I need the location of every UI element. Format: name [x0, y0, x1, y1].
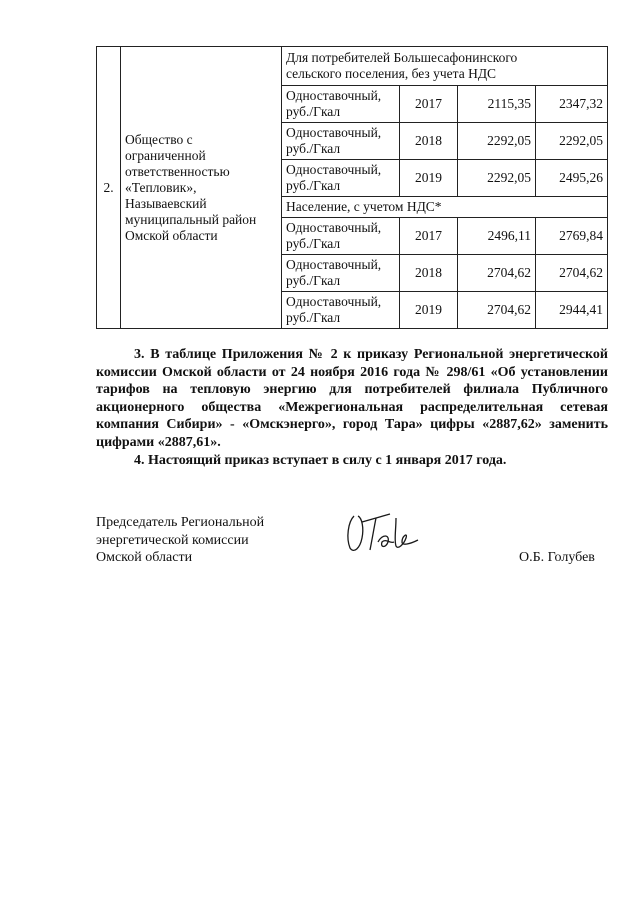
- table-row: Одноставочный, руб./Гкал 2018 2292,05 2292,05: [97, 123, 608, 160]
- row-number: 2.: [97, 47, 121, 329]
- table-row: Одноставочный, руб./Гкал 2017 2496,11 2769,84: [97, 218, 608, 255]
- organization-cell: Общество с ограниченной ответственностью «Тепловик», Называевский муниципальный район Омской области: [121, 47, 282, 329]
- signature-image: [340, 508, 440, 558]
- paragraph-4: 4. Настоящий приказ вступает в силу с 1 января 2017 года.: [134, 453, 507, 468]
- group-header: Население, с учетом НДС*: [282, 197, 608, 218]
- table-row: Одноставочный, руб./Гкал 2018 2704,62 2704,62: [97, 255, 608, 292]
- table-row: Одноставочный, руб./Гкал 2017 2115,35 2347,32: [97, 86, 608, 123]
- table-row: Одноставочный, руб./Гкал 2019 2292,05 2495,26: [97, 160, 608, 197]
- signer-name: О.Б. Голубев: [519, 550, 595, 565]
- group-header: Для потребителей Большесафонинского сельского поселения, без учета НДС: [282, 47, 608, 86]
- tariff-table: [96, 46, 608, 329]
- paragraph-4-block: [96, 452, 608, 470]
- table-row: Одноставочный, руб./Гкал 2019 2704,62 2944,41: [97, 292, 608, 329]
- paragraph-3: 3. В таблице Приложения № 2 к приказу Региональной энергетической комиссии Омской области от 24 ноября 2016 года № 298/61 «Об установлении тарифов на тепловую энергию для потребителей филиала Публичного акционерного общества «Межрегиональная распределительная сетевая компания Сибири» - «Омскэнерго», город Тара» цифры «2887,62» заменить цифрами «2887,61».: [96, 347, 608, 450]
- paragraph-3-block: [96, 346, 608, 452]
- signer-title: Председатель Региональной энергетической комиссии Омской области: [96, 515, 265, 566]
